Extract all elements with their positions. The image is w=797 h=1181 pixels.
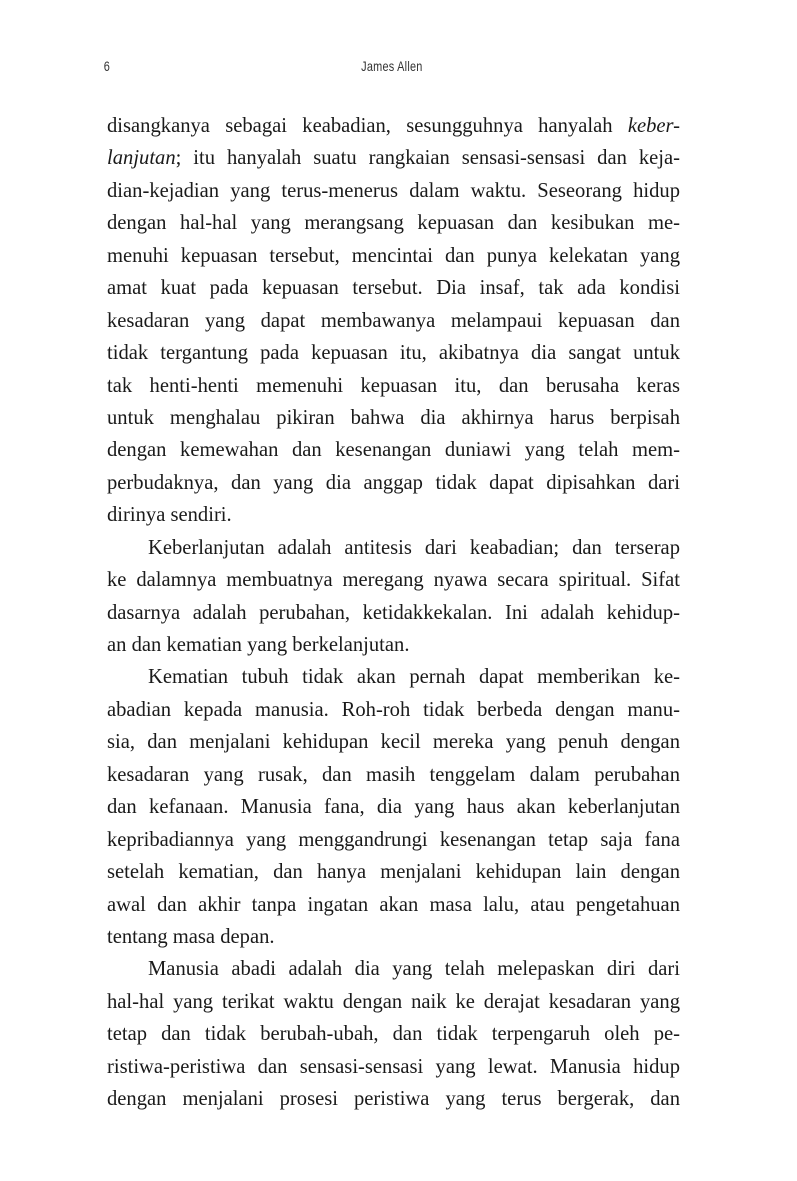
text-line: dasarnya adalah perubahan, ketidakkekalan. Ini adalah kehidup- bbox=[107, 601, 680, 624]
paragraph-4 bbox=[107, 953, 680, 1115]
text-line: lanjutan; itu hanyalah suatu rangkaian sensasi-sensasi dan keja- bbox=[107, 147, 680, 170]
running-head bbox=[0, 58, 622, 80]
text-line: dengan menjalani prosesi peristiwa yang terus bergerak, dan bbox=[107, 1088, 680, 1111]
paragraph-1 bbox=[107, 110, 680, 532]
text-line: setelah kematian, dan hanya menjalani kehidupan lain dengan bbox=[107, 861, 680, 884]
text-line: dengan kemewahan dan kesenangan duniawi yang telah mem- bbox=[107, 439, 680, 462]
text-line: Keberlanjutan adalah antitesis dari keabadian; dan terserap bbox=[148, 536, 680, 559]
text-line: abadian kepada manusia. Roh-roh tidak berbeda dengan manu- bbox=[107, 698, 680, 721]
text-line: tentang masa depan. bbox=[107, 925, 275, 948]
text-line: hal-hal yang terikat waktu dengan naik ke derajat kesadaran yang bbox=[107, 990, 680, 1013]
text-line: amat kuat pada kepuasan tersebut. Dia insaf, tak ada kondisi bbox=[107, 277, 680, 300]
running-head-author: James Allen bbox=[361, 58, 423, 74]
text-line: sia, dan menjalani kehidupan kecil mereka yang penuh dengan bbox=[107, 731, 680, 754]
text-line: ristiwa-peristiwa dan sensasi-sensasi yang lewat. Manusia hidup bbox=[107, 1055, 680, 1078]
body-text bbox=[107, 110, 680, 1116]
paragraph-2 bbox=[107, 532, 680, 662]
text-line: dian-kejadian yang terus-menerus dalam waktu. Seseorang hidup bbox=[107, 179, 680, 202]
paragraph-3 bbox=[107, 661, 680, 953]
text-line: tak henti-henti memenuhi kepuasan itu, dan berusaha keras bbox=[107, 374, 680, 397]
text-line: disangkanya sebagai keabadian, sesungguhnya hanyalah keber- bbox=[107, 115, 680, 137]
text-line: Manusia abadi adalah dia yang telah melepaskan diri dari bbox=[148, 958, 680, 981]
text-line: tetap dan tidak berubah-ubah, dan tidak terpengaruh oleh pe- bbox=[107, 1023, 680, 1046]
text-line: awal dan akhir tanpa ingatan akan masa lalu, atau pengetahuan bbox=[107, 893, 680, 916]
text-line: Kematian tubuh tidak akan pernah dapat memberikan ke- bbox=[148, 666, 680, 689]
text-line: untuk menghalau pikiran bahwa dia akhirnya harus berpisah bbox=[107, 406, 680, 429]
text-line: kesadaran yang rusak, dan masih tenggelam dalam perubahan bbox=[107, 763, 680, 786]
text-line: dirinya sendiri. bbox=[107, 504, 232, 527]
text-line: ke dalamnya membuatnya meregang nyawa secara spiritual. Sifat bbox=[107, 569, 680, 592]
page-number: 6 bbox=[103, 58, 111, 74]
text-line: menuhi kepuasan tersebut, mencintai dan punya kelekatan yang bbox=[107, 244, 680, 267]
text-line: kesadaran yang dapat membawanya melampaui kepuasan dan bbox=[107, 309, 680, 332]
text-line: dan kefanaan. Manusia fana, dia yang haus akan keberlanjutan bbox=[107, 796, 680, 819]
italic-term: lanjutan bbox=[107, 147, 176, 170]
text-line: an dan kematian yang berkelanjutan. bbox=[107, 634, 410, 656]
text-line: kepribadiannya yang menggandrungi kesenangan tetap saja fana bbox=[107, 828, 680, 851]
text-line: perbudaknya, dan yang dia anggap tidak dapat dipisahkan dari bbox=[107, 471, 680, 494]
text-line: dengan hal-hal yang merangsang kepuasan dan kesibukan me- bbox=[107, 212, 680, 235]
italic-term: keber- bbox=[627, 115, 680, 137]
text-line: tidak tergantung pada kepuasan itu, akibatnya dia sangat untuk bbox=[107, 342, 680, 365]
